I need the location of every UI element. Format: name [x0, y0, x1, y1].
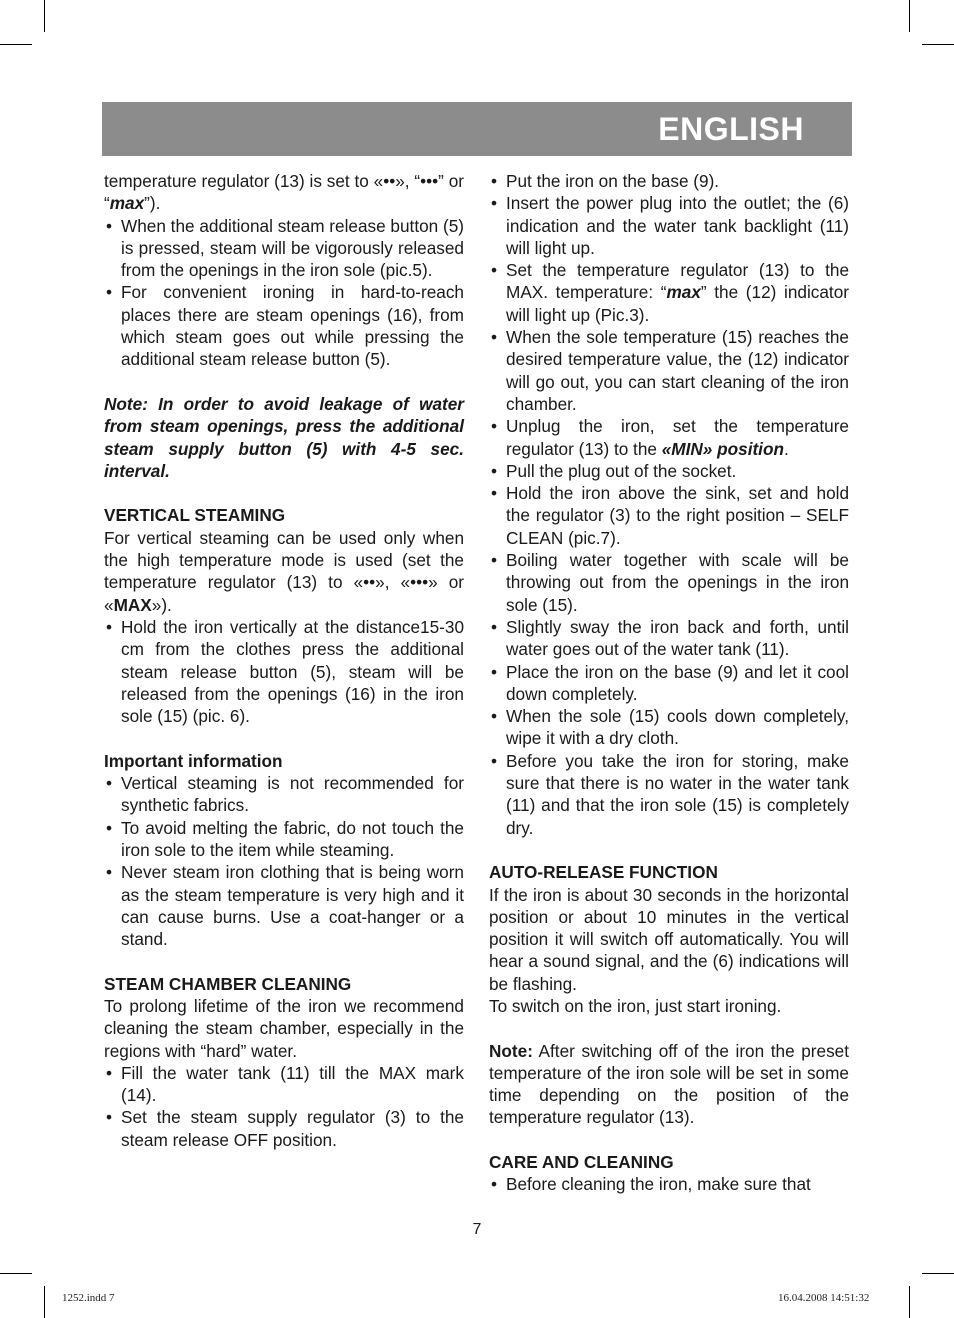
crop-mark	[909, 1286, 910, 1318]
list-item: • Before you take the iron for storing, make sure that there is no water in the water tank (11) and that the iron sole (15) is completely dry.	[491, 750, 849, 838]
steam-bullets	[104, 215, 464, 371]
list-item-text: Boiling water together with scale will be throwing out from the openings in the iron sole (15).	[506, 550, 849, 615]
note-paragraph	[489, 1040, 849, 1129]
intro-text	[104, 170, 464, 215]
list-item-text: Insert the power plug into the outlet; the (6) indication and the water tank backlight (11) will light up.	[506, 193, 849, 258]
max-label: max	[109, 193, 145, 214]
list-item: • Never steam iron clothing that is being worn as the steam temperature is very high and it can cause burns. Use a coat-hanger or a stand.	[106, 862, 464, 950]
max-label: max	[666, 282, 701, 303]
auto-text: If the iron is about 30 seconds in the horizontal position or about 10 minutes in the vertical position it will switch off automatically. You will hear a sound signal, and the (6) indications will be flashing.	[489, 884, 849, 994]
footer-file: 1252.indd 7	[62, 1292, 115, 1304]
list-item: • Vertical steaming is not recommended for synthetic fabrics.	[106, 773, 464, 816]
note-label: Note:	[489, 1040, 533, 1061]
list-item: • Place the iron on the base (9) and let it cool down completely.	[491, 661, 849, 704]
crop-mark	[909, 0, 910, 32]
right-column	[489, 170, 849, 1196]
chamber-bullets	[104, 1062, 464, 1151]
list-item-text: Hold the iron vertically at the distance15-30 cm from the clothes press the additional steam release button (5), steam will be released from the openings (16) in the iron sole (15) (pic. 6).	[121, 616, 464, 727]
note-text: After switching off of the iron the preset temperature of the iron sole will be set in some time depending on the position of the temperature regulator (13).	[489, 1040, 849, 1128]
vertical-bullets	[104, 616, 464, 727]
list-item-text: To avoid melting the fabric, do not touch the iron sole to the item while steaming.	[121, 817, 464, 860]
list-item: • For convenient ironing in hard-to-reach places there are steam openings (16), from which steam goes out while pressing the additional steam release button (5).	[106, 282, 464, 370]
list-item-text: .	[783, 438, 789, 459]
section-heading: AUTO-RELEASE FUNCTION	[489, 862, 718, 883]
list-item-text: Fill the water tank (11) till the MAX mark (14).	[121, 1062, 464, 1106]
section-heading: CARE AND CLEANING	[489, 1152, 674, 1173]
vertical-text	[104, 527, 464, 616]
list-item-text: Put the iron on the base (9).	[506, 171, 720, 191]
crop-mark	[0, 1273, 32, 1274]
vertical-text-end: »).	[151, 594, 172, 615]
list-item-text: Vertical steaming is not recommended for synthetic fabrics.	[121, 773, 464, 816]
list-item-text: Set the temperature regulator (13) to the MAX. temperature: “	[506, 260, 849, 303]
list-item: • When the sole temperature (15) reaches the desired temperature value, the (12) indicator will go out, you can start cleaning of the iron chamber.	[491, 327, 849, 414]
list-item-text: Place the iron on the base (9) and let it cool down completely.	[506, 661, 849, 704]
list-item: • Boiling water together with scale will be throwing out from the openings in the iron sole (15).	[491, 550, 849, 615]
list-item: • Before cleaning the iron, make sure that	[491, 1174, 811, 1195]
note-text: Note: In order to avoid leakage of water from steam openings, press the additional steam supply button (5) with 4-5 sec. interval.	[104, 393, 464, 481]
intro-text-end: ”).	[144, 193, 161, 214]
list-item-text: Before you take the iron for storing, make sure that there is no water in the water tank (11) and that the iron sole (15) is completely dry.	[506, 750, 849, 838]
list-item-text: Unplug the iron, set the temperature regulator (13) to the	[506, 416, 849, 459]
list-item: • Fill the water tank (11) till the MAX mark (14).	[106, 1062, 464, 1106]
list-item-text: When the sole (15) cools down completely, wipe it with a dry cloth.	[506, 706, 849, 749]
list-item-text: Set the steam supply regulator (3) to the steam release OFF position.	[121, 1107, 464, 1150]
list-item-text: Slightly sway the iron back and forth, until water goes out of the water tank (11).	[506, 616, 849, 660]
crop-mark	[0, 44, 32, 45]
list-item-text: ” the (12) indicator will light up (Pic.3).	[506, 282, 849, 325]
vertical-text-part: For vertical steaming can be used only when the high temperature mode is used (set the temperature regulator (13) to «••», «•••» or «	[104, 527, 464, 615]
max-label: MAX	[113, 594, 152, 615]
section-heading: VERTICAL STEAMING	[104, 505, 286, 526]
cleaning-steps	[489, 170, 849, 839]
page-number: 7	[472, 1221, 482, 1238]
list-item-text: Hold the iron above the sink, set and hold the regulator (3) to the right position – SELF CLEAN (pic.7).	[506, 483, 849, 548]
list-item: • Hold the iron above the sink, set and hold the regulator (3) to the right position – SELF CLEAN (pic.7).	[491, 483, 849, 548]
list-item-text: For convenient ironing in hard-to-reach places there are steam openings (16), from which steam goes out while pressing the additional steam release button (5).	[121, 282, 464, 370]
auto-text: To switch on the iron, just start ironing.	[489, 995, 782, 1016]
footer-datetime: 16.04.2008 14:51:32	[778, 1292, 870, 1304]
list-item: • Unplug the iron, set the temperature regulator (13) to the «MIN» position.	[491, 416, 849, 459]
list-item: • Hold the iron vertically at the distance15-30 cm from the clothes press the additional steam release button (5), steam will be released from the openings (16) in the iron sole (15) (pic. 6).	[106, 616, 464, 727]
list-item: • Set the temperature regulator (13) to the MAX. temperature: “max” the (12) indicator will light up (Pic.3).	[491, 260, 849, 325]
list-item: • Slightly sway the iron back and forth, until water goes out of the water tank (11).	[491, 616, 849, 660]
section-heading: STEAM CHAMBER CLEANING	[104, 973, 352, 994]
list-item: • Pull the plug out of the socket.	[491, 460, 737, 481]
list-item: • When the sole (15) cools down completely, wipe it with a dry cloth.	[491, 706, 849, 749]
min-position-label: «MIN» position	[661, 438, 784, 459]
crop-mark	[922, 44, 954, 45]
list-item: • Insert the power plug into the outlet; the (6) indication and the water tank backlight (11) will light up.	[491, 193, 849, 258]
section-heading: Important information	[104, 750, 283, 771]
list-item: • To avoid melting the fabric, do not touch the iron sole to the item while steaming.	[106, 817, 464, 860]
list-item: • Set the steam supply regulator (3) to the steam release OFF position.	[106, 1107, 464, 1150]
intro-text-part: temperature regulator (13) is set to «••», “•••” or “	[104, 171, 464, 214]
chamber-text: To prolong lifetime of the iron we recommend cleaning the steam chamber, especially in the regions with “hard” water.	[104, 995, 464, 1061]
crop-mark	[44, 0, 45, 32]
important-bullets	[104, 772, 464, 950]
crop-mark	[922, 1273, 954, 1274]
list-item-text: Before cleaning the iron, make sure that	[506, 1174, 811, 1195]
list-item-text: Never steam iron clothing that is being worn as the steam temperature is very high and it can cause burns. Use a coat-hanger or a stand.	[121, 862, 464, 950]
list-item: • When the additional steam release button (5) is pressed, steam will be vigorously released from the openings in the iron sole (pic.5).	[106, 215, 464, 281]
list-item-text: When the additional steam release button (5) is pressed, steam will be vigorously released from the openings in the iron sole (pic.5).	[121, 215, 464, 281]
crop-mark	[44, 1286, 45, 1318]
care-bullets	[489, 1173, 849, 1195]
list-item-text: When the sole temperature (15) reaches the desired temperature value, the (12) indicator will go out, you can start cleaning of the iron chamber.	[506, 327, 849, 414]
left-column	[104, 170, 464, 1151]
list-item: • Put the iron on the base (9).	[491, 171, 720, 191]
list-item-text: Pull the plug out of the socket.	[506, 460, 737, 481]
language-title: ENGLISH	[658, 111, 804, 147]
header-bar	[102, 102, 852, 156]
